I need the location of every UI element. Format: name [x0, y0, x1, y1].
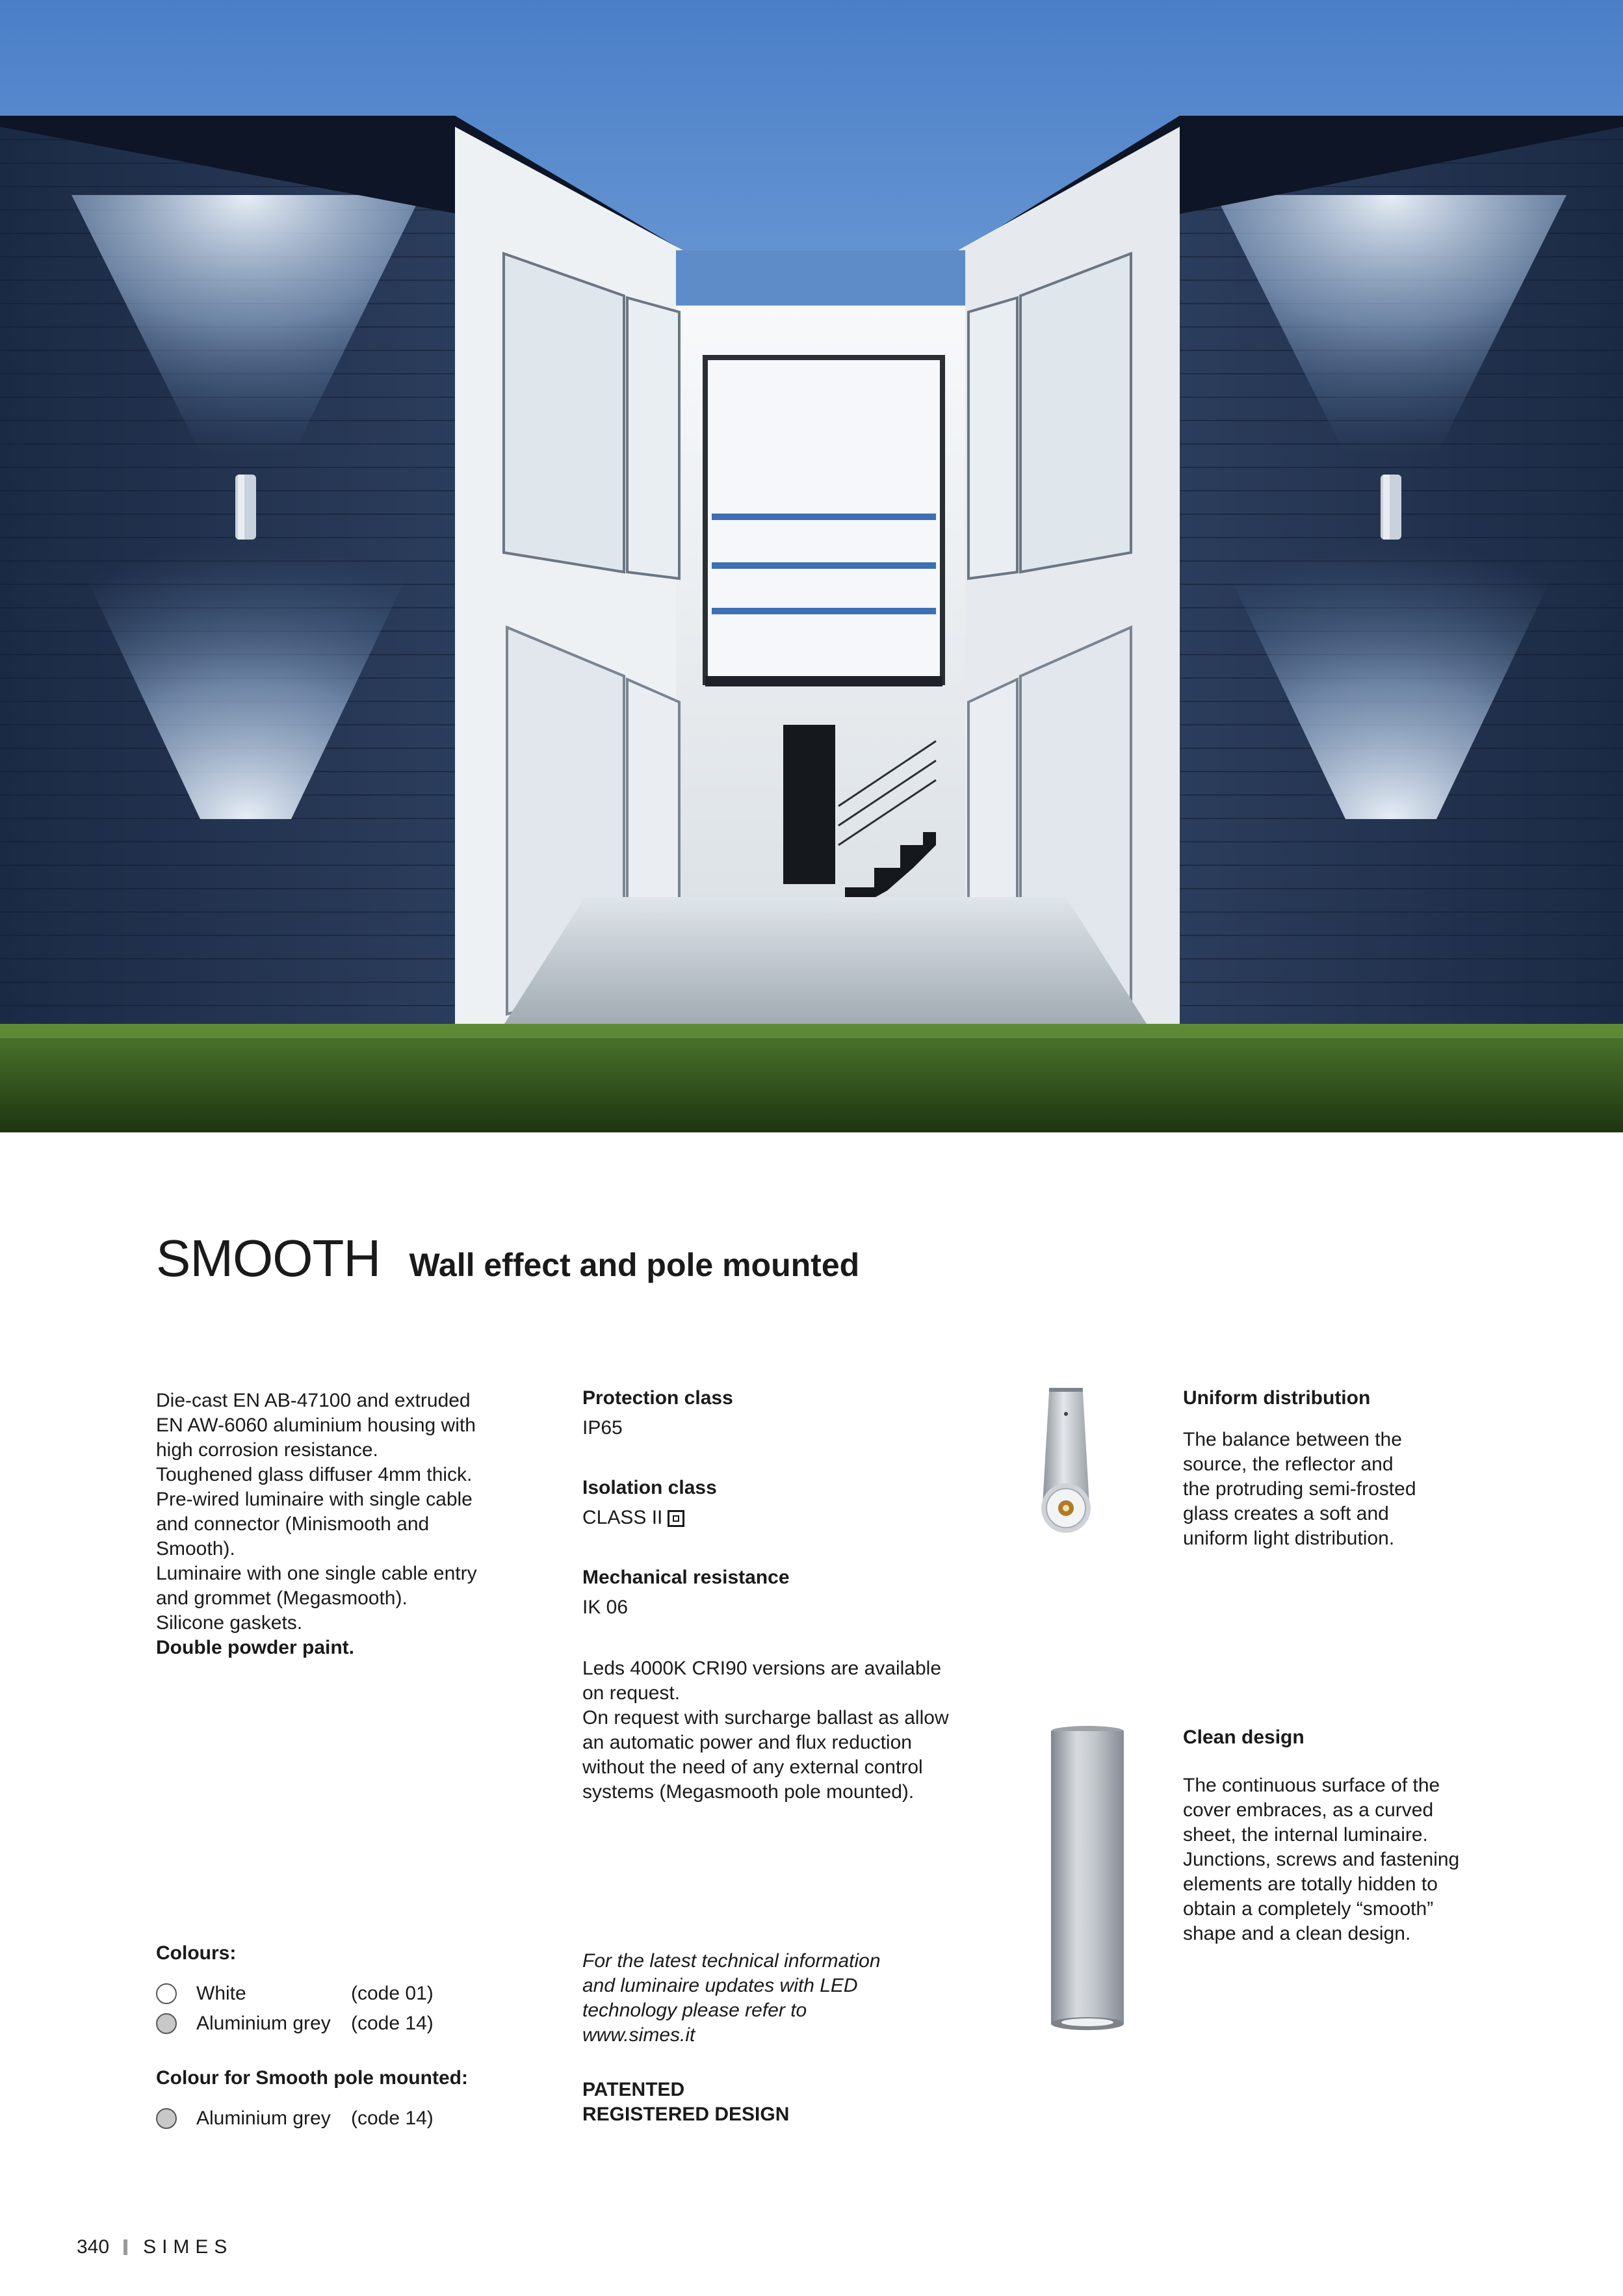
pole-colour-label: Colour for Smooth pole mounted: [156, 2067, 468, 2089]
notes-line: On request with surcharge ballast as allow [582, 1707, 949, 1729]
colours-label: Colours: [156, 1942, 237, 1964]
colour-option-white [156, 1979, 520, 2009]
footer-brand: SIMES [143, 2236, 233, 2258]
feature-line: uniform light distribution. [1183, 1528, 1395, 1549]
pole-luminaire-image [1046, 1726, 1128, 2038]
feature-line: The continuous surface of the [1183, 1775, 1440, 1796]
notes-line: on request. [582, 1682, 681, 1704]
feature-clean-design [1183, 1725, 1495, 1946]
specs-column [582, 1386, 972, 2127]
description-bold-line: Double powder paint. [156, 1637, 354, 1658]
description-line: Luminaire with one single cable entry [156, 1563, 477, 1584]
colour-name: White [196, 1983, 246, 2004]
page-heading [156, 1229, 859, 1288]
notes-text [582, 1656, 972, 1805]
colour-swatch [156, 2108, 177, 2129]
spec-label: Isolation class [582, 1477, 717, 1498]
spec-mechanical-resistance [582, 1565, 972, 1620]
spec-value: IK 06 [582, 1597, 629, 1618]
description-line: Pre-wired luminaire with single cable [156, 1489, 473, 1510]
footer-separator [123, 2239, 127, 2255]
colour-code: (code 14) [351, 2107, 434, 2129]
colour-code: (code 01) [351, 1983, 434, 2004]
feature-line: obtain a completely “smooth” [1183, 1898, 1434, 1920]
colour-swatch [156, 2013, 177, 2034]
class-ii-symbol-icon [668, 1510, 684, 1527]
colour-code: (code 14) [351, 2013, 434, 2034]
colour-name: Aluminium grey [196, 2107, 331, 2129]
colour-option-aluminium-grey [156, 2009, 520, 2039]
feature-line: source, the reflector and [1183, 1454, 1394, 1475]
spec-value: CLASS II [582, 1507, 663, 1528]
info-line: For the latest technical information [582, 1950, 881, 1972]
feature-line: sheet, the internal luminaire. [1183, 1824, 1428, 1846]
notes-line: Leds 4000K CRI90 versions are available [582, 1658, 941, 1679]
colours-section [156, 1941, 520, 2133]
pole-colour-option-aluminium-grey [156, 2104, 520, 2133]
info-line: and luminaire updates with LED [582, 1975, 858, 1996]
info-text [582, 1949, 972, 2048]
patent-line: PATENTED [582, 2079, 685, 2100]
feature-uniform-distribution [1183, 1386, 1495, 1551]
description-line: Silicone gaskets. [156, 1612, 303, 1634]
spec-label: Mechanical resistance [582, 1567, 790, 1588]
description-column [156, 1389, 520, 2133]
wall-luminaire-image [1040, 1388, 1092, 1547]
product-subtitle: Wall effect and pole mounted [409, 1247, 860, 1283]
description-text [156, 1389, 520, 1660]
colour-swatch [156, 1983, 177, 2004]
notes-line: systems (Megasmooth pole mounted). [582, 1781, 915, 1803]
description-line: Toughened glass diffuser 4mm thick. [156, 1464, 473, 1485]
feature-line: The balance between the [1183, 1429, 1402, 1450]
description-line: Die-cast EN AB-47100 and extruded [156, 1390, 471, 1411]
description-line: and grommet (Megasmooth). [156, 1587, 408, 1609]
patent-text [582, 2078, 972, 2127]
hero-photo [0, 0, 1623, 1132]
notes-line: without the need of any external control [582, 1756, 923, 1778]
feature-title: Clean design [1183, 1727, 1305, 1748]
page-number: 340 [77, 2236, 110, 2258]
feature-title: Uniform distribution [1183, 1387, 1371, 1409]
product-name: SMOOTH [156, 1229, 381, 1287]
feature-line: the protruding semi-frosted [1183, 1478, 1416, 1500]
feature-line: Junctions, screws and fastening [1183, 1849, 1460, 1870]
feature-line: cover embraces, as a curved [1183, 1799, 1434, 1821]
features-column [1183, 1386, 1495, 1946]
info-line: www.simes.it [582, 2024, 695, 2046]
description-line: EN AW-6060 aluminium housing with [156, 1415, 476, 1436]
spec-protection-class [582, 1386, 972, 1441]
info-line: technology please refer to [582, 2000, 807, 2021]
description-line: high corrosion resistance. [156, 1439, 378, 1461]
feature-line: elements are totally hidden to [1183, 1873, 1438, 1895]
notes-line: an automatic power and flux reduction [582, 1732, 912, 1753]
page-footer [77, 2236, 233, 2258]
spec-isolation-class [582, 1476, 972, 1530]
description-line: and connector (Minismooth and [156, 1513, 430, 1535]
colour-name: Aluminium grey [196, 2013, 331, 2034]
feature-line: shape and a clean design. [1183, 1923, 1411, 1944]
spec-value: IP65 [582, 1417, 623, 1439]
patent-line: REGISTERED DESIGN [582, 2104, 790, 2125]
description-line: Smooth). [156, 1538, 235, 1559]
spec-label: Protection class [582, 1387, 733, 1409]
feature-line: glass creates a soft and [1183, 1503, 1389, 1524]
